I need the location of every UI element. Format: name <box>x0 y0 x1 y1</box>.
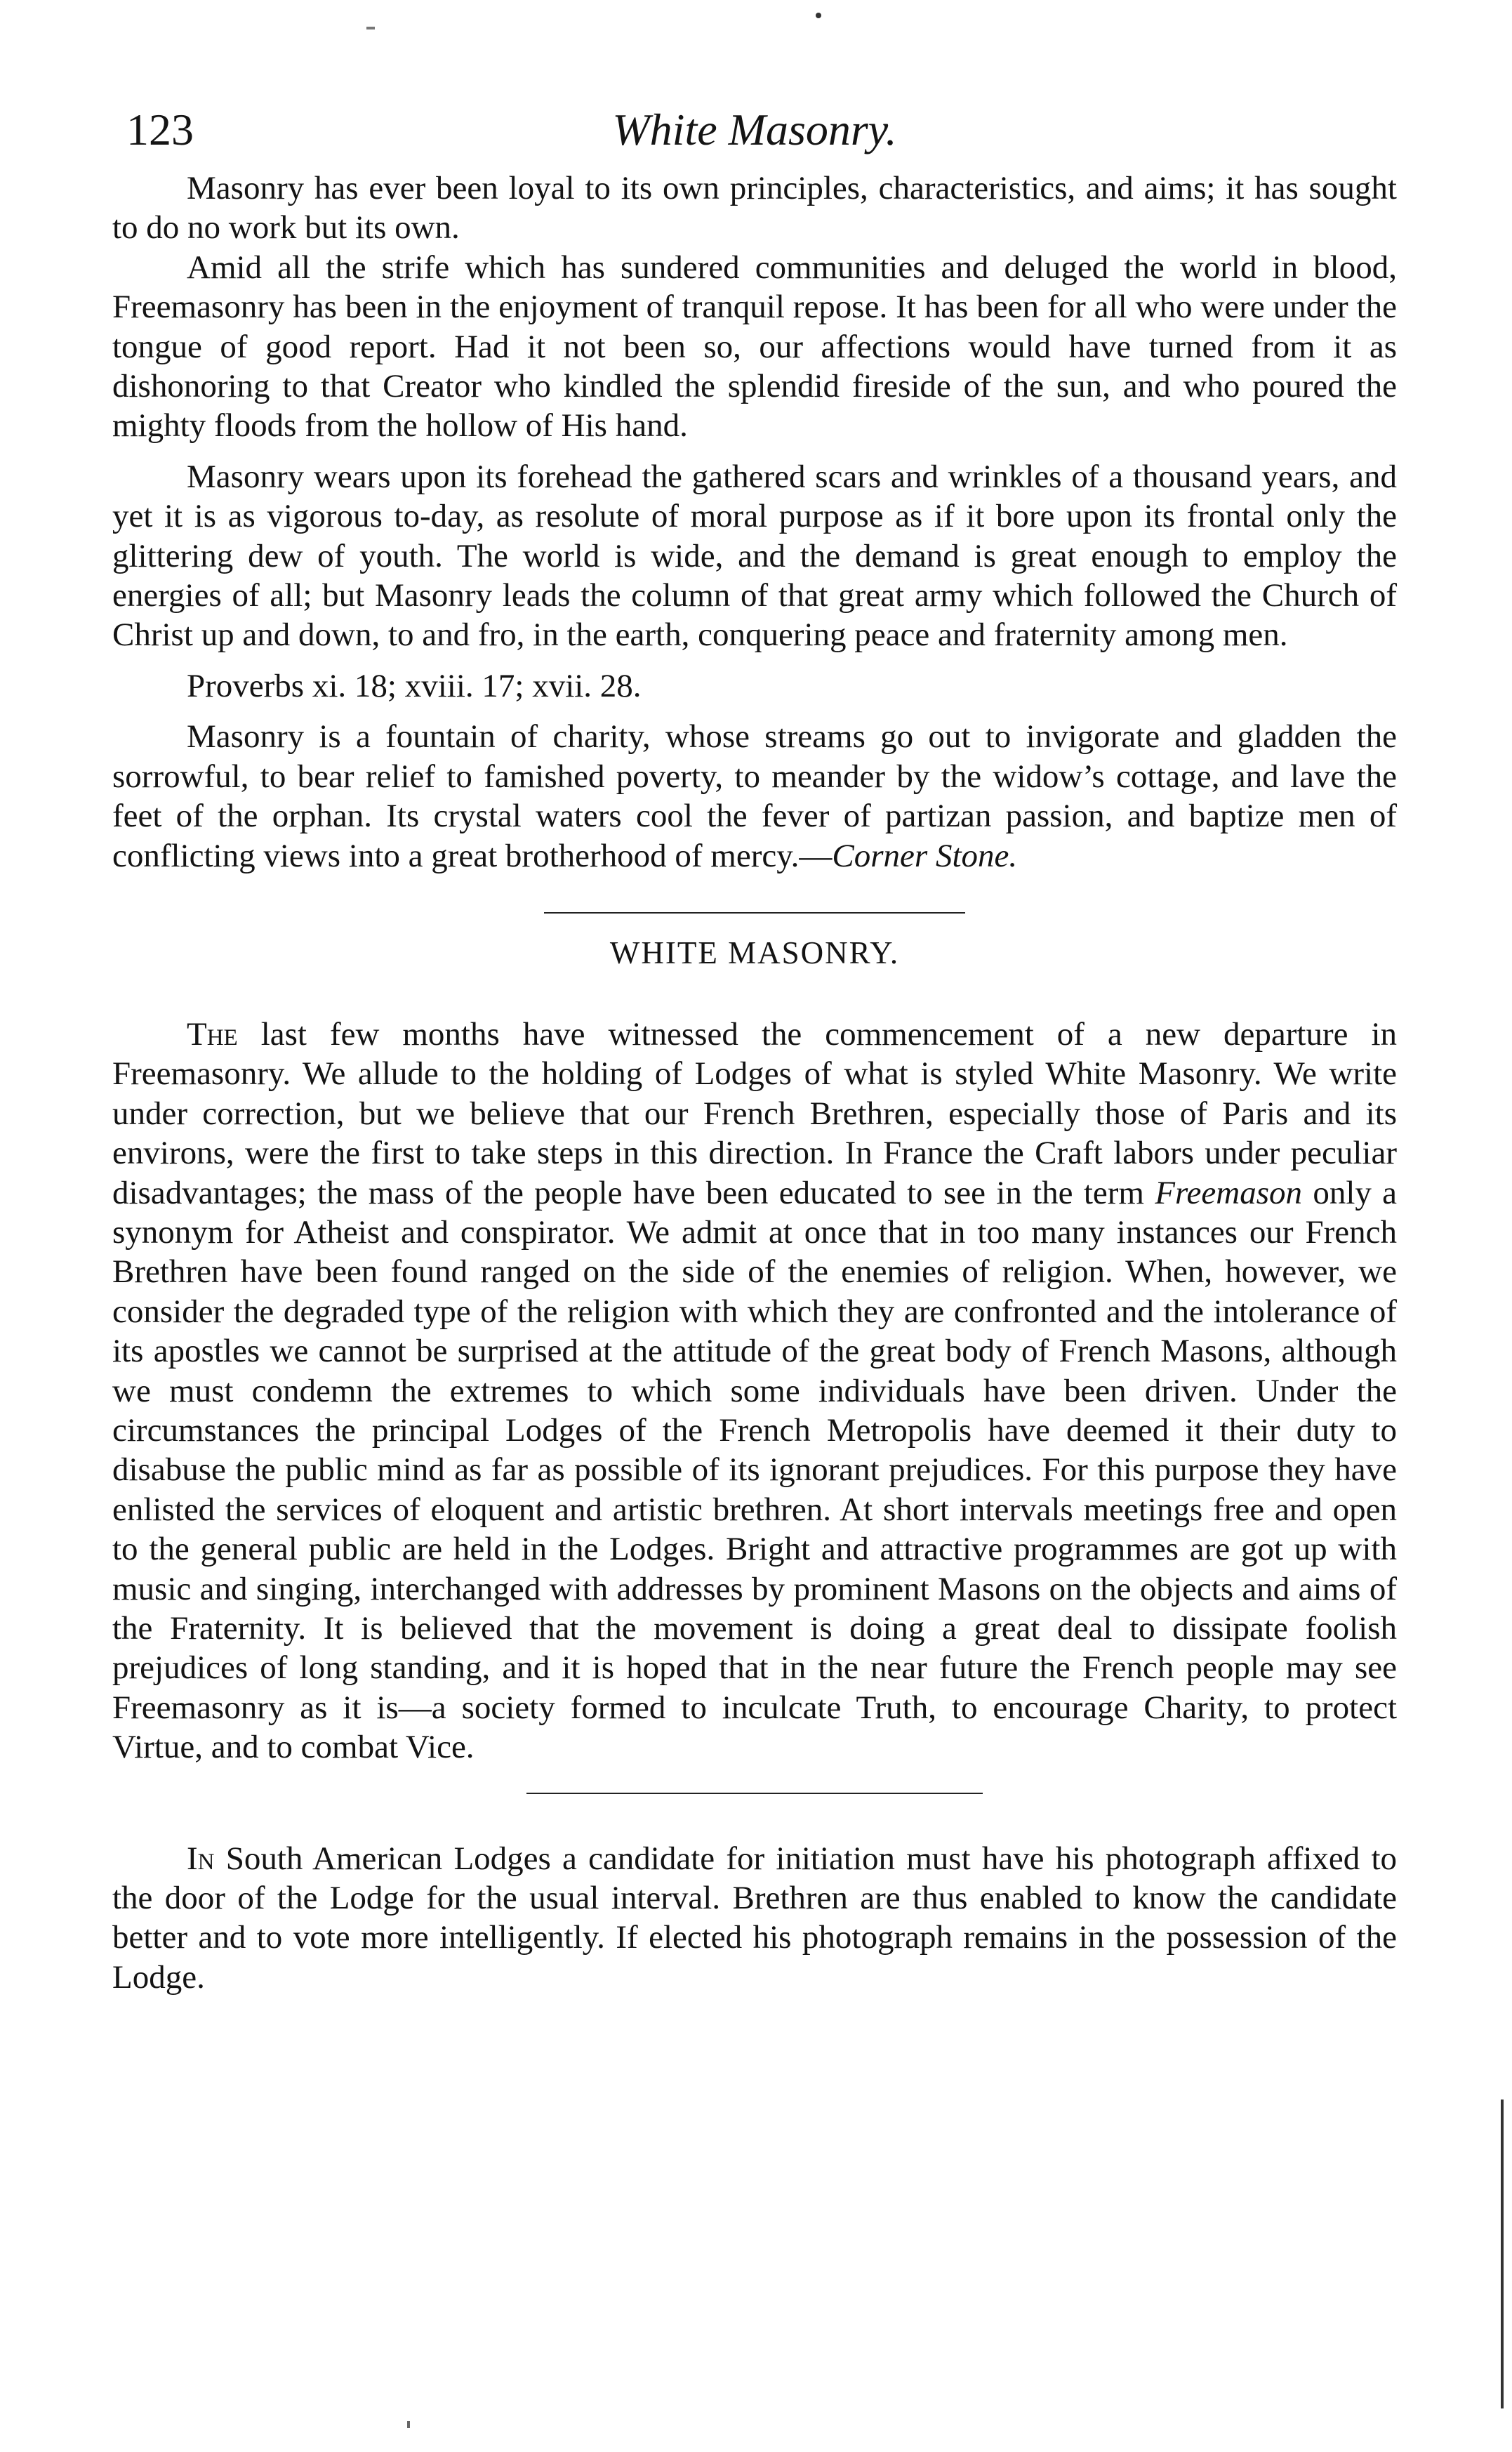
page-number: 123 <box>126 105 194 154</box>
page-body <box>112 169 1397 1997</box>
section-divider <box>526 1793 983 1794</box>
paragraph <box>112 1015 1397 1767</box>
lead-word: The <box>187 1015 238 1053</box>
scan-mark <box>816 13 821 18</box>
italic-term: Freemason <box>1155 1174 1302 1211</box>
section-divider <box>544 912 965 914</box>
paragraph: Masonry wears upon its forehead the gathered scars and wrinkles of a thousand years, and yet it is as vigorous to-day, as resolute of moral purpose as if it bore upon its frontal only the glittering dew of youth. The world is wide, and the demand is great enough to employ the energies of all; but Masonry leads the column of that great army which followed the Church of Christ up and down, to and fro, in the earth, conquering peace and fraternity among men. <box>112 458 1397 654</box>
paragraph-text: last few months have witnessed the commencement of a new departure in Freemasonry. We allude to the holding of Lodges of what is styled White Masonry. We write under correction, but we believe that our French Brethren, especially those of Paris and its environs, were the first to take steps in this direction. In France the Craft labors under peculiar disadvantages; the mass of the people have been educated to see in the term <box>112 1015 1397 1211</box>
page-header <box>112 98 1397 162</box>
scripture-citation: Proverbs xi. 18; xviii. 17; xvii. 28. <box>187 667 642 704</box>
paragraph <box>112 1839 1397 1998</box>
paragraph-text: only a synonym for Atheist and conspirator. We admit at once that in too many instances our French Brethren have been found ranged on the side of the enemies of religion. When, however, we consider the degraded type of the religion with which they are confronted and the intolerance of its apostles we cannot be surprised at the attitude of the great body of French Masons, although we must condemn the extremes to which some individuals have been driven. Under the circumstances the principal Lodges of the French Metropolis have deemed it their duty to disabuse the public mind as far as possible of its ignorant prejudices. For this purpose they have enlisted the services of eloquent and artistic brethren. At short intervals meetings free and open to the general public are held in the Lodges. Bright and attractive programmes are got up with music and singing, interchanged with addresses by prominent Masons on the objects and aims of the Fraternity. It is believed that the movement is doing a great deal to dissipate foolish prejudices of long standing, and it is hoped that in the near future the French people may see Freemasonry as it is—a society formed to inculcate Truth, to encourage Charity, to protect Virtue, and to combat Vice. <box>112 1174 1398 1766</box>
paragraph: Amid all the strife which has sundered communities and deluged the world in blood, Freemasonry has been in the enjoyment of tranquil repose. It has been for all who were under the tongue of good report. Had it not been so, our affections would have turned from it as dishonoring to that Creator who kindled the splendid fireside of the sun, and who poured the mighty floods from the hollow of His hand. <box>112 249 1397 444</box>
scan-mark <box>366 27 375 29</box>
paragraph: Masonry has ever been loyal to its own principles, characteristics, and aims; it has sought to do no work but its own. <box>112 170 1397 246</box>
source-attribution: Corner Stone. <box>832 837 1018 874</box>
running-title: White Masonry. <box>612 105 897 154</box>
paragraph-text: Masonry is a fountain of charity, whose streams go out to invigorate and gladden the sorrowful, to bear relief to famished poverty, to meander by the widow’s cottage, and lave the feet of the orphan. Its crystal waters cool the fever of partizan passion, and baptize men of conflicting views into a great brotherhood of mercy.— <box>112 718 1397 874</box>
lead-word: In <box>187 1840 215 1877</box>
paragraph-text: South American Lodges a candidate for initiation must have his photograph affixed to the door of the Lodge for the usual interval. Brethren are thus enabled to know the candidate better and to vote more intelligently. If elected his photograph remains in the possession of the Lodge. <box>112 1840 1398 1996</box>
paragraph <box>112 717 1397 876</box>
scan-edge <box>1501 2100 1504 2408</box>
section-title: WHITE MASONRY. <box>609 935 900 970</box>
scan-mark <box>407 2421 410 2428</box>
